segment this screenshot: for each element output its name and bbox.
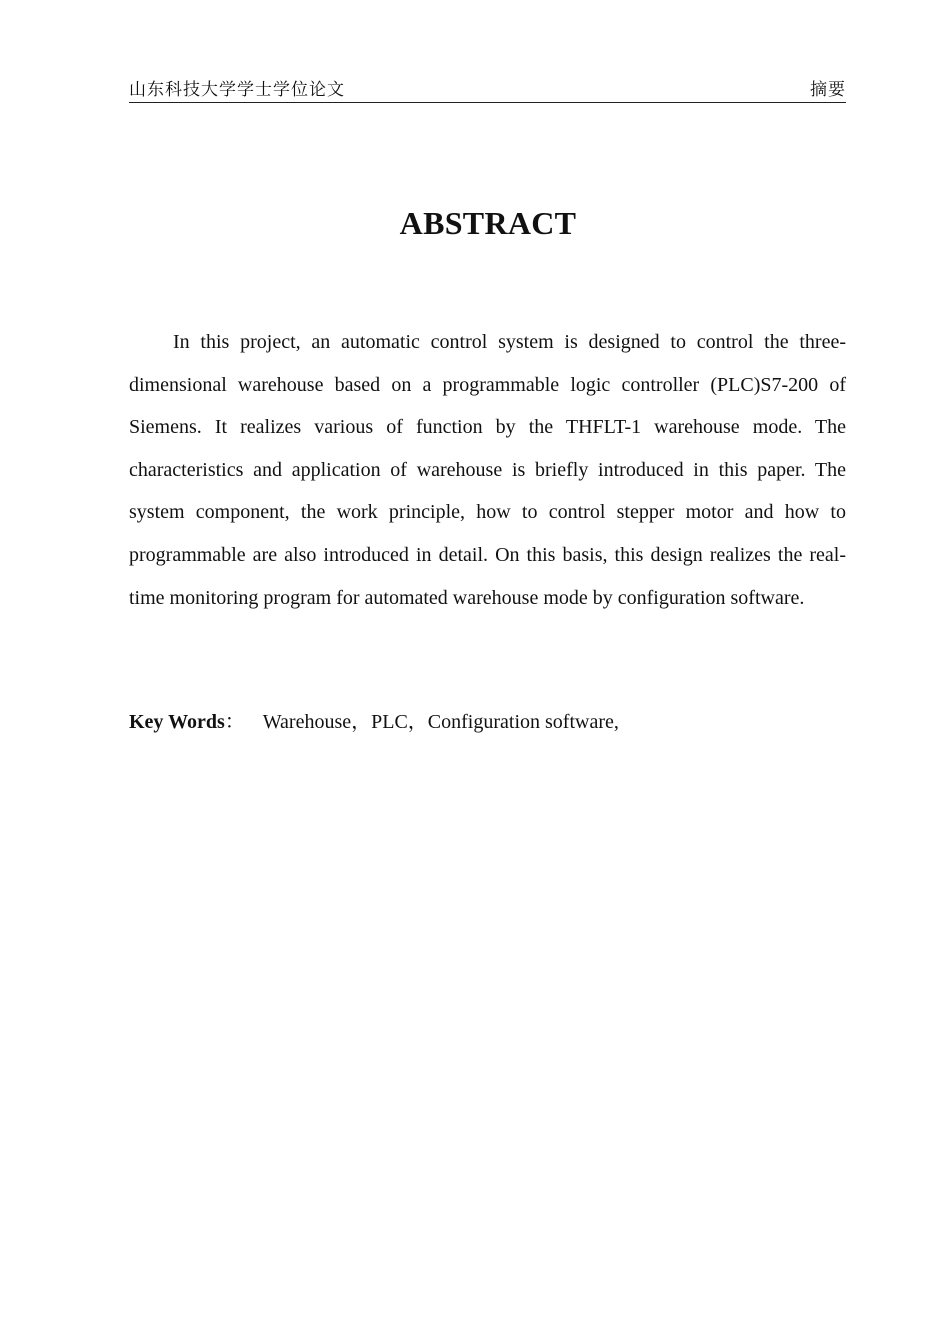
running-header (129, 78, 846, 103)
abstract-body-paragraph: In this project, an automatic control system is designed to control the three-dimensional warehouse based on a programmable logic controller (PLC)S7-200 of Siemens. It realizes various of function by the THFLT-1 warehouse mode. The characteristics and application of warehouse is briefly introduced in this paper. The system component, the work principle, how to control stepper motor and how to programmable are also introduced in detail. On this basis, this design realizes the real-time monitoring program for automated warehouse mode by configuration software. (129, 331, 846, 609)
keywords-line (129, 707, 846, 737)
header-section-label: 摘要 (810, 80, 846, 100)
keywords-value: Warehouse，PLC，Configuration software, (262, 711, 619, 733)
keywords-label: Key Words (129, 711, 225, 733)
abstract-title: ABSTRACT (399, 205, 577, 241)
header-university-thesis-title: 山东科技大学学士学位论文 (129, 80, 345, 100)
keywords-colon: ： (224, 711, 245, 733)
